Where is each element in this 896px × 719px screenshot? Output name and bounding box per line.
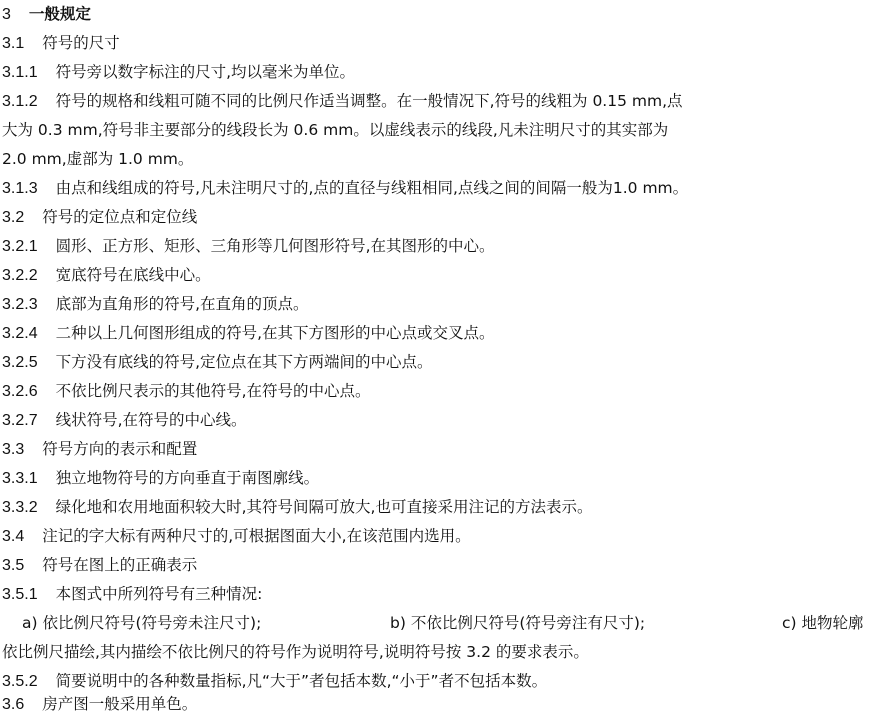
clause-number: 3.3.2 bbox=[2, 499, 38, 516]
clause-3-2-2 bbox=[2, 261, 892, 290]
clause-3-2-4 bbox=[2, 319, 892, 348]
clause-number: 3.2.6 bbox=[2, 383, 38, 400]
section-3-heading bbox=[2, 0, 892, 29]
clause-3-2-1 bbox=[2, 232, 892, 261]
clause-3-5-1 bbox=[2, 580, 892, 609]
clause-number: 3.2.7 bbox=[2, 412, 38, 429]
clause-text: 下方没有底线的符号,定位点在其下方两端间的中心点。 bbox=[55, 353, 433, 371]
section-3-4 bbox=[2, 522, 892, 551]
clause-3-2-7 bbox=[2, 406, 892, 435]
clause-3-2-5 bbox=[2, 348, 892, 377]
section-title: 符号方向的表示和配置 bbox=[42, 440, 198, 458]
clause-text: 本图式中所列符号有三种情况: bbox=[55, 585, 263, 603]
section-number: 3.4 bbox=[2, 528, 25, 545]
clause-text: 大为 0.3 mm,符号非主要部分的线段长为 0.6 mm。以虚线表示的线段,凡未注明尺寸的其实部为 bbox=[2, 121, 669, 139]
section-title: 符号的定位点和定位线 bbox=[42, 208, 198, 226]
section-text: 房产图一般采用单色。 bbox=[42, 695, 198, 713]
clause-3-2-3 bbox=[2, 290, 892, 319]
clause-3-1-3 bbox=[2, 174, 892, 203]
clause-3-1-2 bbox=[2, 87, 892, 116]
clause-text: 宽底符号在底线中心。 bbox=[55, 266, 211, 284]
section-number: 3 bbox=[2, 6, 11, 23]
clause-text: 2.0 mm,虚部为 1.0 mm。 bbox=[2, 150, 194, 168]
clause-3-1-1 bbox=[2, 58, 892, 87]
clause-text: 简要说明中的各种数量指标,凡“大于”者包括本数,“小于”者不包括本数。 bbox=[55, 672, 548, 690]
clause-text: 线状符号,在符号的中心线。 bbox=[55, 411, 247, 429]
section-3-5-heading bbox=[2, 551, 892, 580]
clause-text: 独立地物符号的方向垂直于南图廓线。 bbox=[55, 469, 320, 487]
clause-number: 3.1.2 bbox=[2, 93, 38, 110]
case-b: b) 不依比例尺符号(符号旁注有尺寸); bbox=[390, 614, 646, 632]
section-title: 符号在图上的正确表示 bbox=[42, 556, 198, 574]
section-number: 3.2 bbox=[2, 209, 25, 226]
section-number: 3.5 bbox=[2, 557, 25, 574]
section-3-2-heading bbox=[2, 203, 892, 232]
clause-text: 绿化地和农用地面积较大时,其符号间隔可放大,也可直接采用注记的方法表示。 bbox=[55, 498, 593, 516]
section-3-1-heading bbox=[2, 29, 892, 58]
clause-3-2-6 bbox=[2, 377, 892, 406]
clause-number: 3.1.1 bbox=[2, 64, 38, 81]
clause-number: 3.2.2 bbox=[2, 267, 38, 284]
section-title: 一般规定 bbox=[28, 5, 91, 23]
clause-text: 符号的规格和线粗可随不同的比例尺作适当调整。在一般情况下,符号的线粗为 0.15 mm,点 bbox=[55, 92, 683, 110]
clause-number: 3.2.3 bbox=[2, 296, 38, 313]
clause-text: 由点和线组成的符号,凡未注明尺寸的,点的直径与线粗相同,点线之间的间隔一般为1.0 mm。 bbox=[55, 179, 689, 197]
clause-3-1-2-cont-1 bbox=[2, 116, 892, 145]
clause-3-3-1 bbox=[2, 464, 892, 493]
clause-3-5-1-cont bbox=[2, 638, 892, 667]
clause-number: 3.2.1 bbox=[2, 238, 38, 255]
clause-3-3-2 bbox=[2, 493, 892, 522]
section-3-6 bbox=[2, 690, 892, 719]
clause-text: 依比例尺描绘,其内描绘不依比例尺的符号作为说明符号,说明符号按 3.2 的要求表示。 bbox=[2, 643, 589, 661]
clause-text: 不依比例尺表示的其他符号,在符号的中心点。 bbox=[55, 382, 371, 400]
clause-number: 3.5.2 bbox=[2, 673, 38, 690]
section-number: 3.3 bbox=[2, 441, 25, 458]
clause-number: 3.5.1 bbox=[2, 586, 38, 603]
clause-text: 底部为直角形的符号,在直角的顶点。 bbox=[55, 295, 309, 313]
clause-number: 3.2.4 bbox=[2, 325, 38, 342]
case-a: a) 依比例尺符号(符号旁未注尺寸); bbox=[22, 614, 262, 632]
clause-number: 3.3.1 bbox=[2, 470, 38, 487]
section-title: 符号的尺寸 bbox=[42, 34, 120, 52]
section-number: 3.6 bbox=[2, 696, 25, 713]
clause-text: 符号旁以数字标注的尺寸,均以毫米为单位。 bbox=[55, 63, 356, 81]
section-3-3-heading bbox=[2, 435, 892, 464]
clause-text: 圆形、正方形、矩形、三角形等几何图形符号,在其图形的中心。 bbox=[55, 237, 495, 255]
section-text: 注记的字大标有两种尺寸的,可根据图面大小,在该范围内选用。 bbox=[42, 527, 471, 545]
symbol-cases-row bbox=[22, 609, 892, 638]
case-c: c) 地物轮廓 bbox=[782, 614, 864, 632]
clause-number: 3.1.3 bbox=[2, 180, 38, 197]
clause-3-1-2-cont-2 bbox=[2, 145, 892, 174]
clause-text: 二种以上几何图形组成的符号,在其下方图形的中心点或交叉点。 bbox=[55, 324, 495, 342]
clause-number: 3.2.5 bbox=[2, 354, 38, 371]
section-number: 3.1 bbox=[2, 35, 25, 52]
